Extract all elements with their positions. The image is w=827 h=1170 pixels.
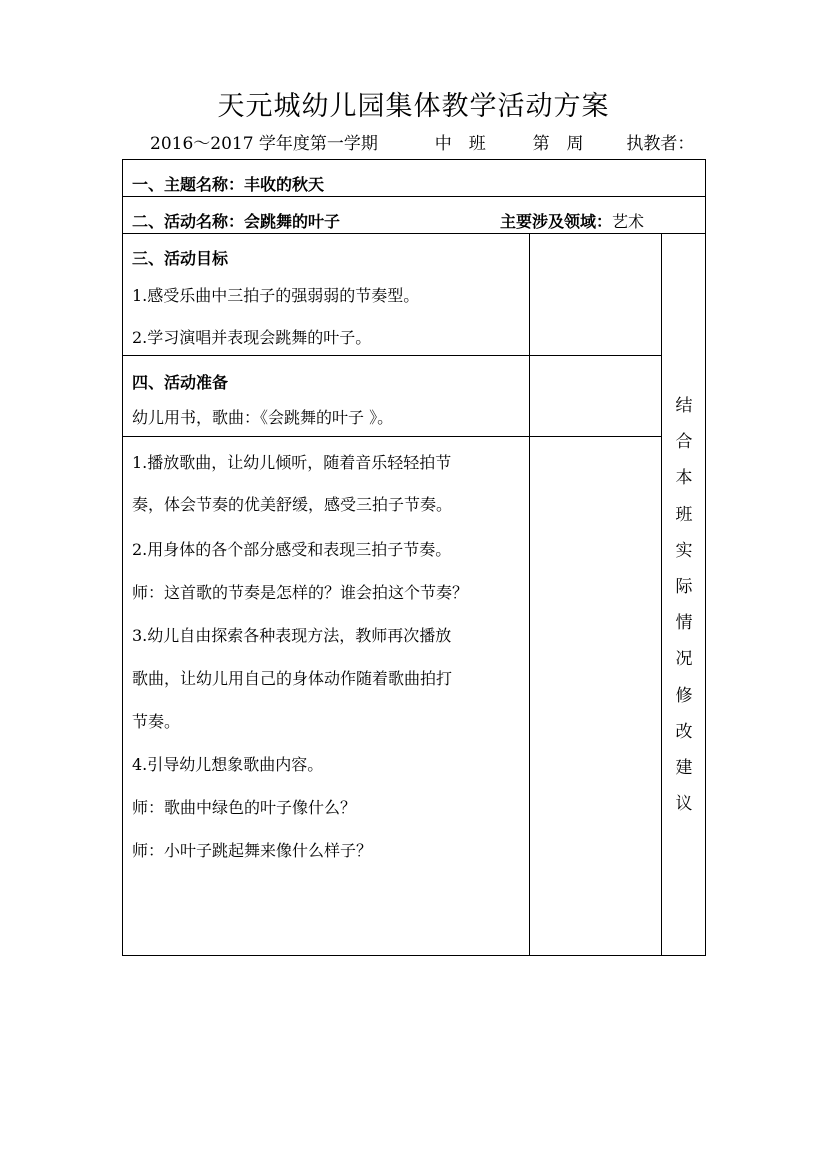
process-line: 节奏。	[132, 712, 181, 731]
class-label: 中 班	[434, 134, 486, 154]
process-line: 2.用身体的各个部分感受和表现三拍子节奏。	[132, 540, 452, 559]
side-char: 建	[675, 757, 693, 778]
header-info-line	[150, 129, 694, 154]
row-divider	[122, 233, 706, 234]
side-char: 议	[675, 794, 693, 815]
process-line: 歌曲，让幼儿用自己的身体动作随着歌曲拍打	[132, 669, 453, 688]
document-title: 天元城幼儿园集体教学活动方案	[217, 91, 610, 122]
domain-row	[500, 209, 644, 232]
column-divider	[529, 233, 530, 956]
side-char: 际	[675, 576, 693, 597]
domain-label: 主要涉及领域：	[500, 212, 613, 231]
side-char: 改	[675, 721, 693, 742]
row-divider	[122, 436, 662, 437]
preparation-content: 幼儿用书，歌曲：《会跳舞的叶子 》。	[132, 408, 394, 427]
activity-name-row	[132, 209, 340, 232]
side-char: 修	[675, 685, 693, 706]
preparation-heading: 四、活动准备	[132, 373, 229, 392]
revision-suggestion-column	[662, 388, 706, 822]
activity-label: 二、活动名称：	[132, 212, 245, 231]
process-line: 1.播放歌曲，让幼儿倾听，随着音乐轻轻拍节	[132, 453, 452, 472]
activity-value: 会跳舞的叶子	[244, 212, 341, 231]
side-char: 结	[675, 396, 693, 416]
semester-label: 2016～2017 学年度第一学期	[150, 134, 378, 154]
process-line: 师：这首歌的节奏是怎样的？谁会拍这个节奏？	[132, 583, 469, 602]
objective-item: 2.学习演唱并表现会跳舞的叶子。	[132, 328, 372, 347]
theme-label: 一、主题名称：	[132, 175, 245, 194]
process-line: 4.引导幼儿想象歌曲内容。	[132, 755, 324, 774]
side-char: 本	[675, 468, 693, 489]
objectives-heading: 三、活动目标	[132, 249, 229, 268]
side-char: 合	[675, 432, 693, 453]
process-line: 师：小叶子跳起舞来像什么样子？	[132, 841, 373, 860]
theme-name-row	[132, 172, 324, 195]
side-char: 实	[675, 540, 693, 561]
theme-value: 丰收的秋天	[244, 175, 325, 194]
process-line: 奏，体会节奏的优美舒缓，感受三拍子节奏。	[132, 495, 453, 514]
domain-value: 艺术	[612, 212, 645, 231]
week-label: 第 周	[532, 134, 584, 154]
teacher-label: 执教者：	[626, 134, 695, 154]
side-char: 况	[675, 649, 693, 670]
side-char: 班	[675, 504, 693, 525]
row-divider	[122, 196, 706, 197]
objective-item: 1.感受乐曲中三拍子的强弱弱的节奏型。	[132, 286, 420, 305]
process-line: 3.幼儿自由探索各种表现方法，教师再次播放	[132, 626, 452, 645]
side-char: 情	[675, 613, 693, 634]
row-divider	[122, 355, 662, 356]
process-line: 师：歌曲中绿色的叶子像什么？	[132, 798, 357, 817]
